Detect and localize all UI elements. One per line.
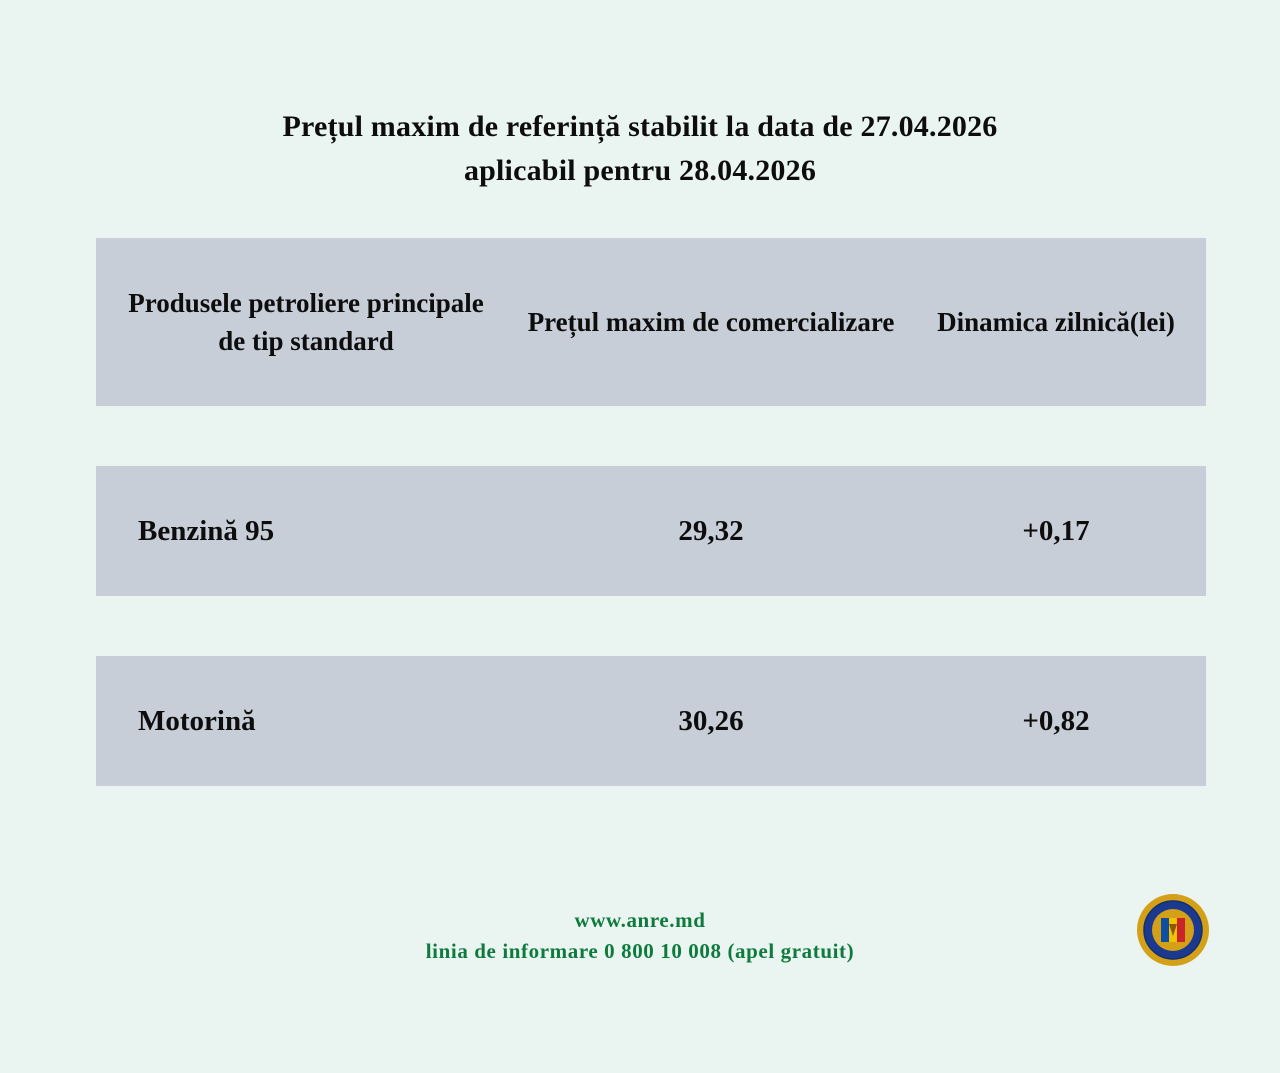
cell-delta: +0,82: [1022, 704, 1090, 737]
info-line: linia de informare 0 800 10 008 (apel gratuit): [425, 939, 855, 963]
cell-delta: +0,17: [1022, 514, 1090, 547]
table-header-row: [96, 238, 1206, 406]
table-row: [96, 656, 1206, 786]
cell-product-name: Benzină 95: [138, 514, 275, 547]
anre-emblem-icon: [1136, 893, 1210, 967]
cell-product-name: Motorină: [138, 704, 256, 737]
cell-price: 30,26: [678, 704, 744, 737]
title-line-2: aplicabil pentru 28.04.2026: [463, 154, 817, 187]
footer: [0, 905, 1280, 967]
table-row: [96, 466, 1206, 596]
page-title: [0, 105, 1280, 193]
cell-price: 29,32: [678, 514, 744, 547]
column-header-price: Prețul maxim de comercializare: [527, 307, 895, 337]
column-header-dynamics: Dinamica zilnică(lei): [937, 307, 1175, 337]
title-line-1: Prețul maxim de referință stabilit la data de 27.04.2026: [282, 110, 998, 143]
fuel-price-table: [96, 238, 1206, 786]
column-header-product: Produsele petroliere principale de tip standard: [128, 288, 484, 356]
website-link[interactable]: www.anre.md: [574, 908, 706, 932]
